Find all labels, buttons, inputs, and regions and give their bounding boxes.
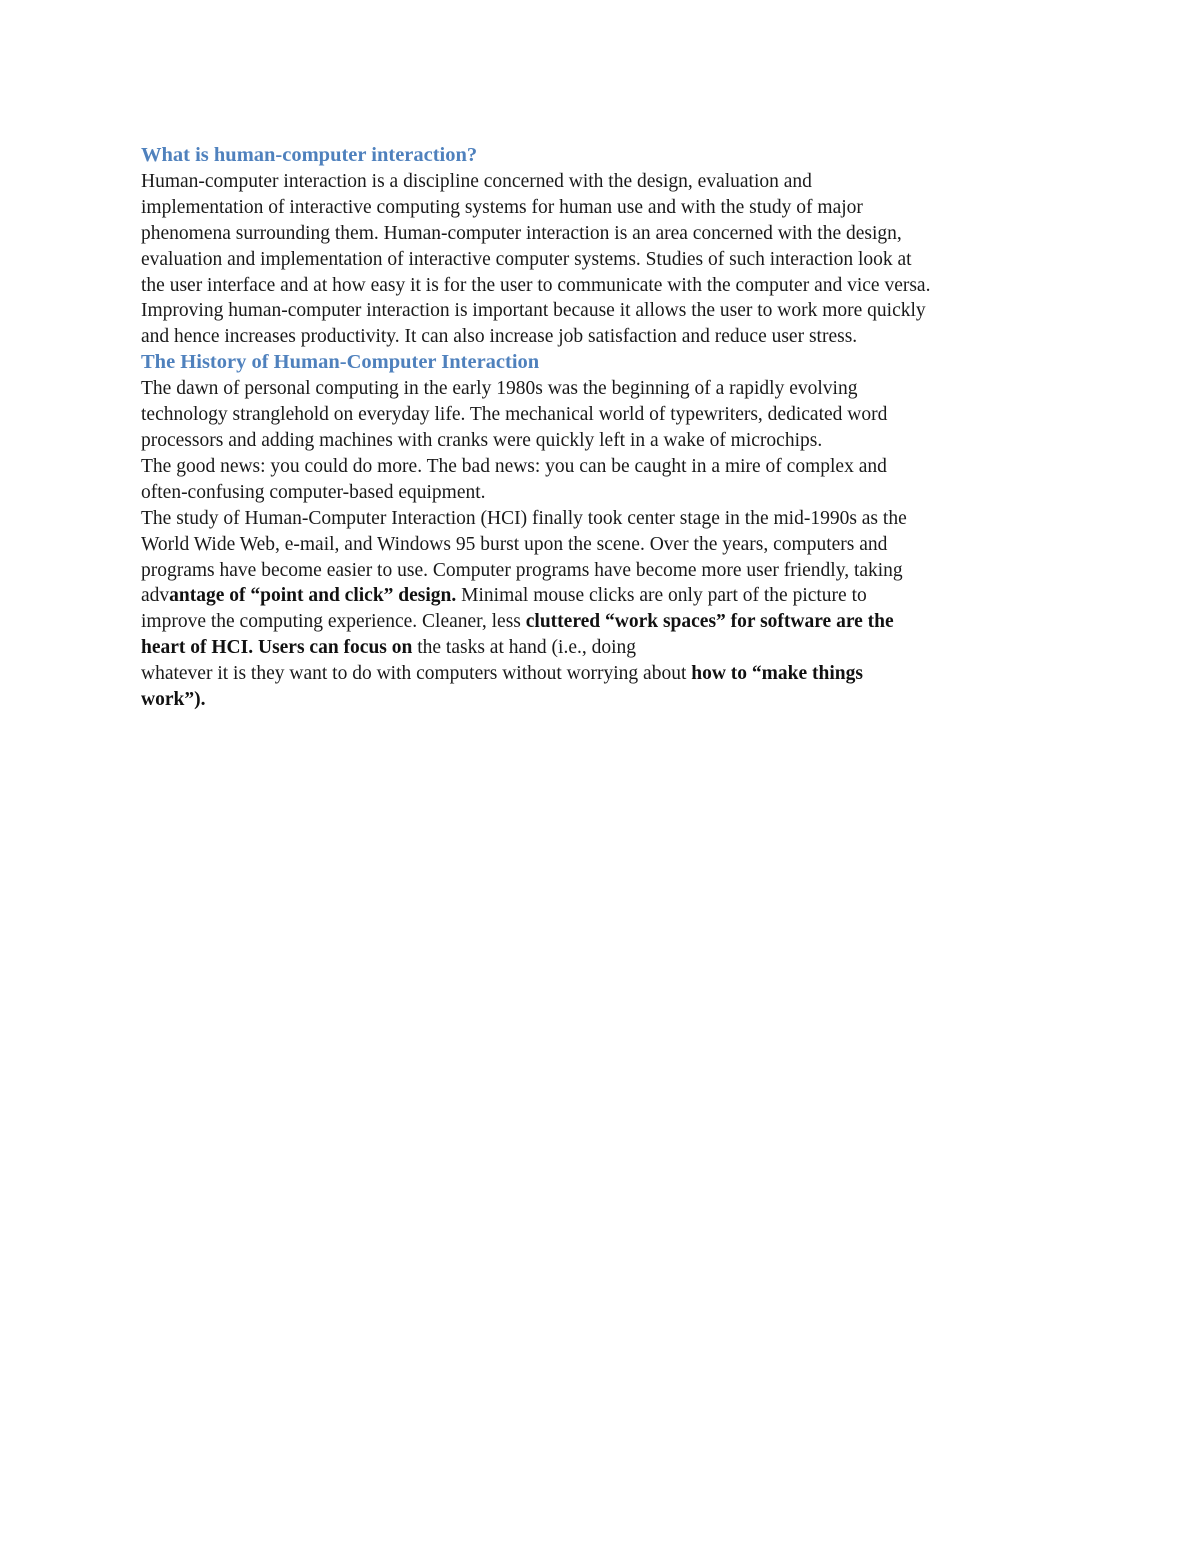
text-line: phenomena surrounding them. Human-computer interaction is an area concerned with the design, <box>141 222 902 244</box>
section-heading-history-of-hci: The History of Human-Computer Interaction <box>141 351 540 374</box>
text-run: adv <box>141 585 170 607</box>
paragraph-hci-definition <box>141 169 1066 350</box>
text-line: and hence increases productivity. It can also increase job satisfaction and reduce user stress. <box>141 326 858 348</box>
paragraph-dawn-of-computing <box>141 376 1066 454</box>
text-line: The dawn of personal computing in the early 1980s was the beginning of a rapidly evolving <box>141 378 858 400</box>
bold-text-run: heart of HCI. Users can focus on <box>141 637 413 659</box>
text-line: World Wide Web, e-mail, and Windows 95 burst upon the scene. Over the years, computers and <box>141 533 888 555</box>
text-line: programs have become easier to use. Computer programs have become more user friendly, taking <box>141 559 903 581</box>
text-line: The study of Human-Computer Interaction (HCI) finally took center stage in the mid-1990s as the <box>141 507 907 529</box>
text-run: improve the computing experience. Cleaner, less <box>141 611 526 633</box>
text-line: processors and adding machines with cranks were quickly left in a wake of microchips. <box>141 429 823 451</box>
document-page <box>141 143 1066 713</box>
text-line <box>141 609 1066 635</box>
text-line: Human-computer interaction is a discipline concerned with the design, evaluation and <box>141 170 812 192</box>
text-line: implementation of interactive computing systems for human use and with the study of major <box>141 196 863 218</box>
text-run: whatever it is they want to do with computers without worrying about <box>141 663 692 685</box>
text-line <box>141 687 1066 713</box>
text-line <box>141 661 1066 687</box>
text-line <box>141 635 1066 661</box>
paragraph-good-bad-news <box>141 454 1066 506</box>
text-line: often-confusing computer-based equipment. <box>141 481 486 503</box>
section-heading-what-is-hci: What is human-computer interaction? <box>141 144 478 166</box>
bold-text-run: how to “make things <box>691 663 863 685</box>
paragraph-study-of-hci <box>141 506 1066 713</box>
text-run: the tasks at hand (i.e., doing <box>412 637 637 659</box>
text-run: Minimal mouse clicks are only part of the picture to <box>456 585 867 607</box>
text-line <box>141 583 1066 609</box>
text-line: technology stranglehold on everyday life. The mechanical world of typewriters, dedicated word <box>141 404 888 426</box>
bold-text-run: antage of “point and click” design. <box>169 585 457 607</box>
bold-text-run: cluttered “work spaces” for software are the <box>525 611 894 633</box>
text-line: The good news: you could do more. The bad news: you can be caught in a mire of complex and <box>141 455 887 477</box>
text-line: Improving human-computer interaction is important because it allows the user to work more quickly <box>141 300 926 322</box>
text-line: the user interface and at how easy it is for the user to communicate with the computer and vice versa. <box>141 274 931 296</box>
text-line: evaluation and implementation of interactive computer systems. Studies of such interaction look at <box>141 248 912 270</box>
bold-text-run: work”). <box>141 689 206 711</box>
